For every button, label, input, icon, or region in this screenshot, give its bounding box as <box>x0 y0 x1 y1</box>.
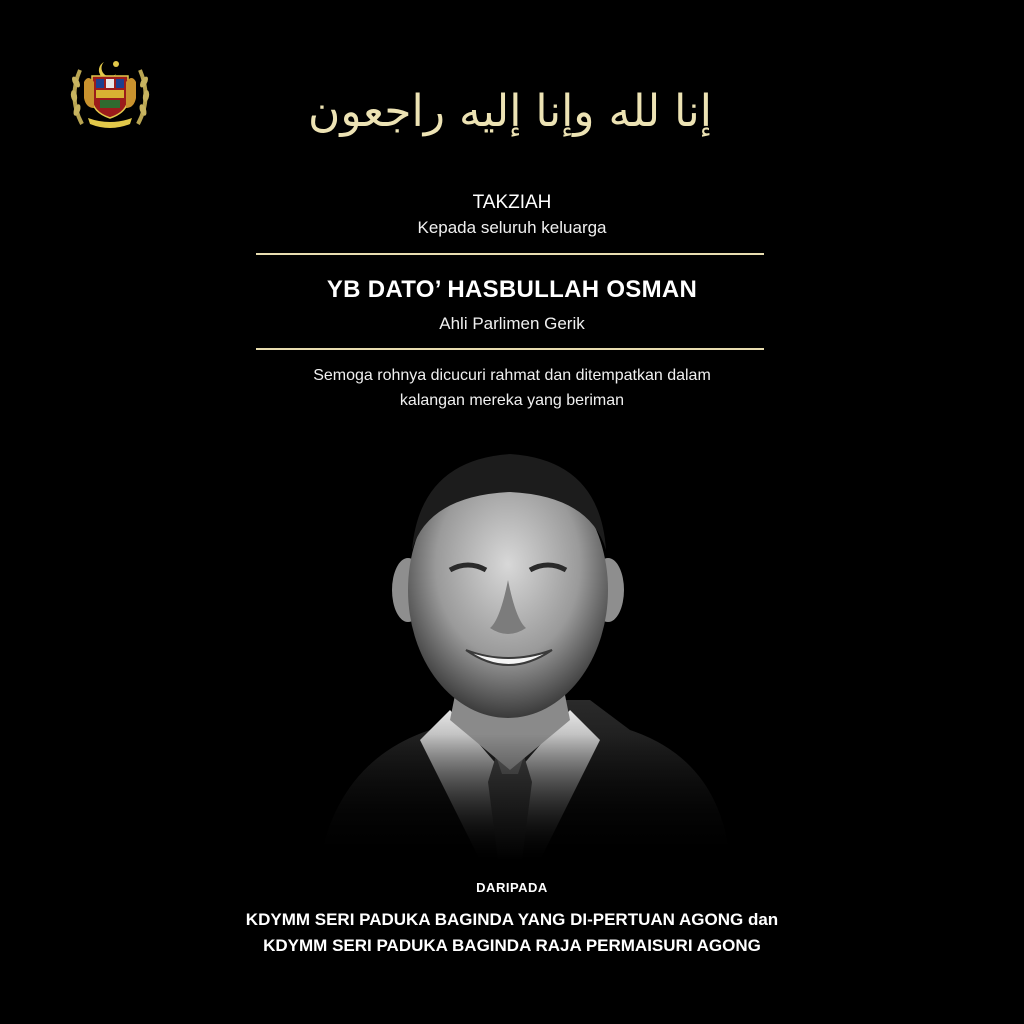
arabic-calligraphy <box>290 52 730 172</box>
calligraphy-text: إنا لله وإنا إليه راجعون <box>308 86 712 137</box>
divider-bottom <box>256 348 764 350</box>
portrait-photo <box>300 440 740 860</box>
deceased-role: Ahli Parlimen Gerik <box>439 314 585 333</box>
prayer-line-2: kalangan mereka yang beriman <box>399 392 625 409</box>
sender-line-2: KDYMM SERI PADUKA BAGINDA RAJA PERMAISURI AGONG <box>263 936 761 955</box>
divider-top <box>256 253 764 255</box>
takziah-title: TAKZIAH <box>472 192 552 213</box>
coat-of-arms-icon <box>66 52 154 134</box>
sender-line-1: KDYMM SERI PADUKA BAGINDA YANG DI-PERTUAN AGONG dan <box>245 910 779 929</box>
takziah-subtitle: Kepada seluruh keluarga <box>417 218 607 237</box>
sender-label: DARIPADA <box>476 880 548 895</box>
deceased-name: YB DATO’ HASBULLAH OSMAN <box>326 276 698 303</box>
prayer-line-1: Semoga rohnya dicucuri rahmat dan ditempatkan dalam <box>313 367 711 384</box>
